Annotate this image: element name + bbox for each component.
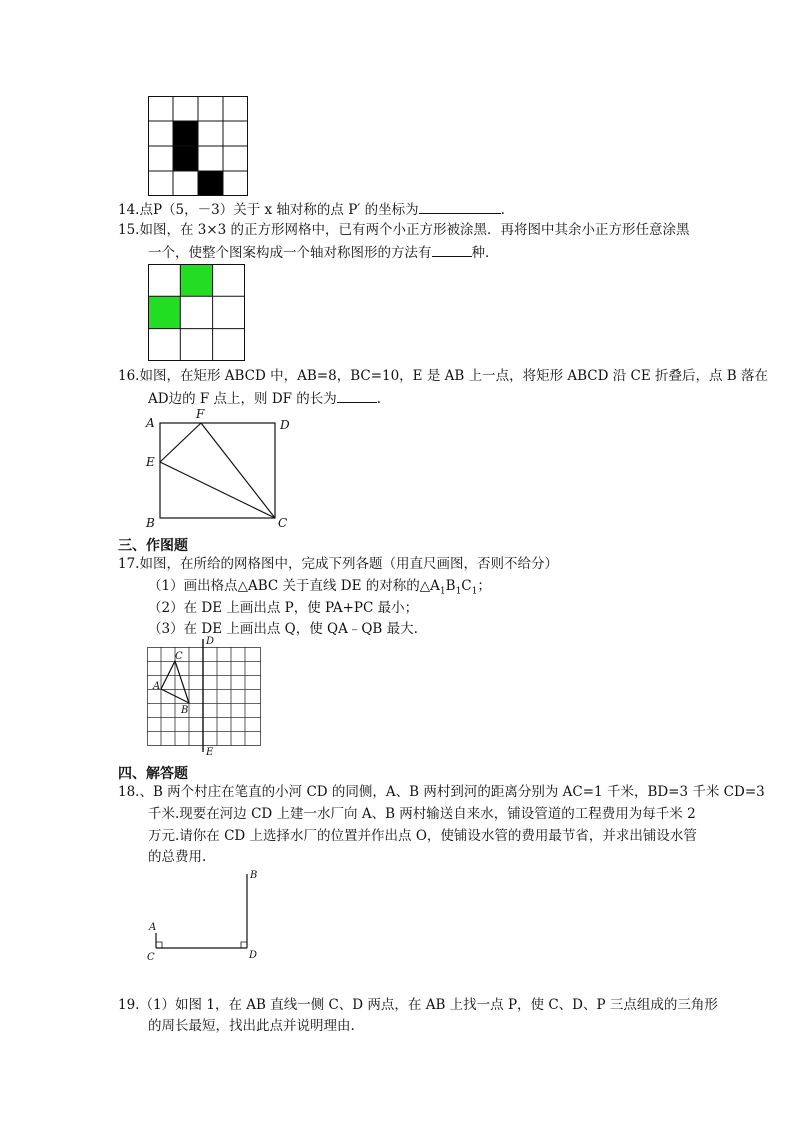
q16-line2: AD边的 F 点上，则 DF 的长为 . [148, 388, 381, 409]
label-D: D [249, 950, 258, 961]
q18-line2: 千米.现要在河边 CD 上建一水厂向 A、B 两村输送自来水，铺设管道的工程费用为每千米 2 [148, 806, 696, 822]
q15-answer-blank[interactable] [432, 242, 472, 257]
label-A: A [149, 922, 157, 933]
q17-item3: （3）在 DE 上画出点 Q，使 QA﹣QB 最大. [148, 621, 418, 637]
q17-grid-figure [147, 636, 267, 756]
label-F: F [196, 407, 205, 421]
segment-EC [160, 462, 275, 518]
q14-answer-blank[interactable] [419, 199, 501, 214]
green-cell [148, 296, 180, 328]
label-D: D [206, 636, 215, 647]
q16-rectangle-figure [140, 405, 300, 530]
q19-line1: 19.（1）如图 1，在 AB 直线一侧 C、D 两点，在 AB 上找一点 P，使 C、D、P 三点组成的三角形 [118, 997, 718, 1013]
q17-item1: （1）画出格点△ABC 关于直线 DE 的对称的$\triangle A_1B_1C_1$； [148, 578, 491, 597]
label-B: B [250, 870, 258, 881]
label-C: C [175, 651, 183, 662]
q18-line1: 18.、B 两个村庄在笔直的小河 CD 的同侧，A、B 两村到河的距离分别为 AC=1 千米，BD=3 千米 CD=3 [118, 784, 765, 800]
q19-line2: 的周长最短，找出此点并说明理由. [148, 1018, 355, 1034]
q15-green-grid-figure [148, 264, 245, 361]
q18-line3: 万元.请你在 CD 上选择水厂的位置并作出点 O，使铺设水管的费用最节省，并求出铺设水管 [148, 828, 697, 844]
segment-EF [160, 423, 201, 462]
segment-FC [201, 423, 275, 518]
q15-line1: 15.如图，在 3×3 的正方形网格中，已有两个小正方形被涂黑．再将图中其余小正方形任意涂黑 [118, 222, 690, 238]
label-C: C [147, 952, 155, 963]
q14-text: 14.点P（5，－3）关于 x 轴对称的点 P′ 的坐标为 . [118, 199, 505, 220]
green-cell [180, 264, 212, 296]
label-B: B [146, 516, 155, 530]
q15-line2: 一个，使整个图案构成一个轴对称图形的方法有 种． [148, 242, 499, 263]
label-B: B [181, 705, 189, 716]
q17-item2: （2）在 DE 上画出点 P，使 PA+PC 最小； [148, 600, 419, 616]
q18-line4: 的总费用. [148, 849, 207, 865]
q16-answer-blank[interactable] [337, 388, 377, 403]
q13-black-grid-figure [148, 96, 248, 196]
label-C: C [278, 516, 288, 530]
label-E: E [146, 455, 155, 469]
section-4-heading: 四、解答题 [118, 766, 188, 782]
section-3-heading: 三、作图题 [118, 538, 188, 554]
label-A: A [146, 416, 155, 430]
q17-line1: 17.如图，在所给的网格图中，完成下列各题（用直尺画图，否则不给分） [118, 556, 558, 572]
black-cell [198, 171, 223, 196]
q16-line1: 16.如图，在矩形 ABCD 中，AB=8，BC=10，E 是 AB 上一点，将矩形 ABCD 沿 CE 折叠后，点 B 落在 [118, 368, 769, 384]
label-D: D [280, 418, 290, 432]
label-A: A [153, 681, 161, 692]
q18-river-figure [143, 866, 268, 966]
label-E: E [206, 747, 214, 758]
